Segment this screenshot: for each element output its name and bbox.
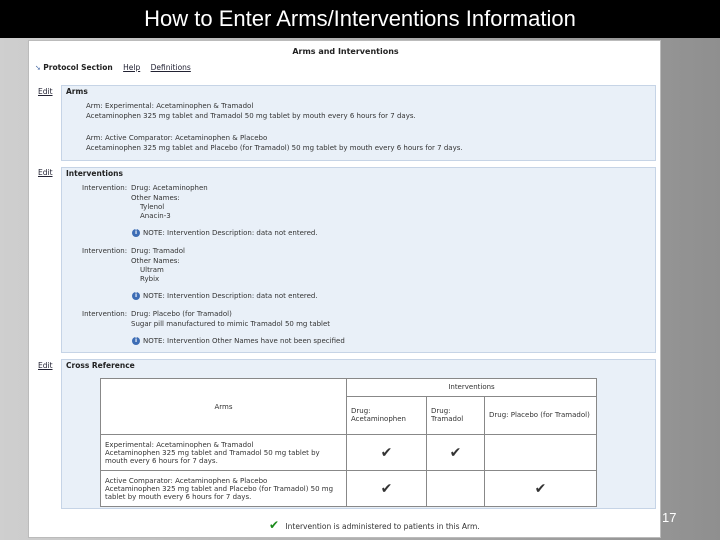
empty-cell bbox=[427, 471, 485, 507]
arm-header: Arm: Experimental: Acetaminophen & Tramadol bbox=[86, 102, 254, 110]
cross-reference-table bbox=[100, 378, 597, 507]
arms-column-header: Arms bbox=[101, 379, 347, 435]
arms-legend: Arms bbox=[66, 87, 88, 96]
column-drug-acetaminophen: Drug: Acetaminophen bbox=[347, 396, 427, 434]
cross-reference-legend: Cross Reference bbox=[66, 361, 135, 370]
note bbox=[132, 292, 318, 300]
checkmark-legend-text: Intervention is administered to patients in this Arm. bbox=[285, 522, 480, 531]
check-cell bbox=[347, 435, 427, 471]
checkmark-icon: ✔ bbox=[380, 480, 393, 497]
note-text: NOTE: Intervention Description: data not entered. bbox=[143, 292, 318, 300]
note bbox=[132, 337, 345, 345]
intervention-label: Intervention: bbox=[82, 184, 128, 192]
info-icon: i bbox=[132, 292, 140, 300]
other-names-label: Other Names: bbox=[131, 194, 180, 202]
row-arm-title: Experimental: Acetaminophen & Tramadol bbox=[105, 440, 254, 449]
interventions-column-header: Interventions bbox=[347, 379, 597, 397]
arm-description: Acetaminophen 325 mg tablet and Tramadol 50 mg tablet by mouth every 6 hours for 7 days. bbox=[86, 112, 416, 120]
row-arm-description: Acetaminophen 325 mg tablet and Tramadol 50 mg tablet by mouth every 6 hours for 7 days. bbox=[105, 448, 320, 465]
arm-cell bbox=[101, 435, 347, 471]
row-arm-description: Acetaminophen 325 mg tablet and Placebo (for Tramadol) 50 mg tablet by mouth every 6 hours for 7 days. bbox=[105, 484, 334, 501]
info-icon: i bbox=[132, 229, 140, 237]
page-title: Arms and Interventions bbox=[292, 47, 399, 56]
arrow-icon: ➘ bbox=[35, 64, 41, 72]
protocol-nav bbox=[35, 63, 199, 72]
info-icon: i bbox=[132, 337, 140, 345]
arm-description: Acetaminophen 325 mg tablet and Placebo (for Tramadol) 50 mg tablet by mouth every 6 hours for 7 days. bbox=[86, 144, 463, 152]
interventions-section bbox=[61, 167, 656, 353]
screenshot-panel bbox=[28, 40, 661, 538]
row-arm-title: Active Comparator: Acetaminophen & Placebo bbox=[105, 476, 268, 485]
intervention-drug: Drug: Tramadol bbox=[131, 247, 185, 255]
intervention-drug: Drug: Placebo (for Tramadol) bbox=[131, 310, 232, 318]
empty-cell bbox=[485, 435, 597, 471]
other-names-label: Other Names: bbox=[131, 257, 180, 265]
help-link[interactable]: Help bbox=[123, 63, 141, 72]
check-cell bbox=[485, 471, 597, 507]
check-cell bbox=[427, 435, 485, 471]
intervention-description: Sugar pill manufactured to mimic Tramadol 50 mg tablet bbox=[131, 320, 331, 328]
page-number: 17 bbox=[662, 510, 677, 525]
edit-cross-reference-link[interactable]: Edit bbox=[38, 361, 53, 370]
interventions-legend: Interventions bbox=[66, 169, 123, 178]
note-text: NOTE: Intervention Other Names have not been specified bbox=[143, 337, 345, 345]
arm-header: Arm: Active Comparator: Acetaminophen & Placebo bbox=[86, 134, 268, 142]
arms-section bbox=[61, 85, 656, 161]
protocol-section-link[interactable]: Protocol Section bbox=[43, 63, 113, 72]
table-row bbox=[101, 435, 597, 471]
checkmark-icon: ✔ bbox=[534, 480, 547, 497]
check-cell bbox=[347, 471, 427, 507]
arm-cell bbox=[101, 471, 347, 507]
definitions-link[interactable]: Definitions bbox=[150, 63, 191, 72]
note bbox=[132, 229, 318, 237]
checkmark-icon: ✔ bbox=[380, 444, 393, 461]
other-name: Tylenol bbox=[140, 203, 165, 211]
checkmark-icon: ✔ bbox=[269, 518, 280, 532]
checkmark-icon: ✔ bbox=[449, 444, 462, 461]
intervention-label: Intervention: bbox=[82, 310, 128, 318]
checkmark-legend bbox=[269, 518, 480, 532]
intervention-label: Intervention: bbox=[82, 247, 128, 255]
other-name: Rybix bbox=[140, 275, 160, 283]
edit-interventions-link[interactable]: Edit bbox=[38, 168, 53, 177]
intervention-drug: Drug: Acetaminophen bbox=[131, 184, 208, 192]
cross-reference-section bbox=[61, 359, 656, 509]
column-drug-tramadol: Drug: Tramadol bbox=[427, 396, 485, 434]
slide-title: How to Enter Arms/Interventions Information bbox=[0, 0, 720, 38]
column-drug-placebo: Drug: Placebo (for Tramadol) bbox=[485, 396, 597, 434]
other-name: Anacin-3 bbox=[140, 212, 171, 220]
other-name: Ultram bbox=[140, 266, 164, 274]
note-text: NOTE: Intervention Description: data not entered. bbox=[143, 229, 318, 237]
edit-arms-link[interactable]: Edit bbox=[38, 87, 53, 96]
table-row bbox=[101, 471, 597, 507]
